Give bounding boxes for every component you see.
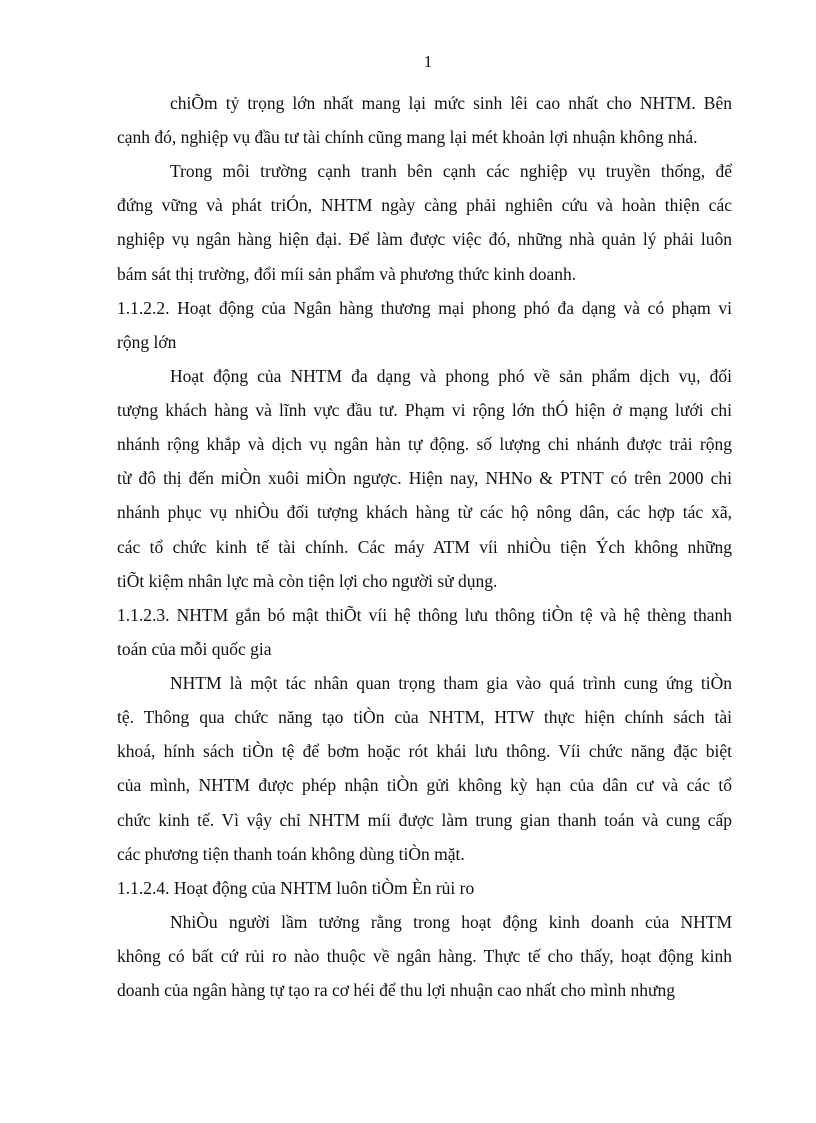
text-line: khoá, hính sách tiÒn tệ để bơm hoặc rót khái lưu thông. Víi chức năng đặc biệt (117, 741, 732, 761)
text-line: các phương tiện thanh toán không dùng tiÒn mặt. (117, 844, 465, 864)
section-heading: rộng lớn (117, 332, 177, 352)
text-line: các tổ chức kinh tế tài chính. Các máy ATM víi nhiÒu tiện Ých không những (117, 537, 732, 557)
text-line: của mình, NHTM được phép nhận tiÒn gửi không kỳ hạn của dân cư và các tổ (117, 775, 732, 795)
page-number: 1 (423, 52, 433, 71)
text-line: NHTM là một tác nhân quan trọng tham gia vào quá trình cung ứng tiÒn (170, 673, 732, 693)
text-line: bám sát thị trường, đổi míi sản phẩm và phương thức kinh doanh. (117, 264, 577, 284)
text-line: chiÕm tỷ trọng lớn nhất mang lại mức sinh lêi cao nhất cho NHTM. Bên (170, 93, 732, 113)
text-line: doanh của ngân hàng tự tạo ra cơ héi để thu lợi nhuận cao nhất cho mình nhưng (117, 980, 675, 1000)
section-heading: 1.1.2.4. Hoạt động của NHTM luôn tiÒm Èn rủi ro (117, 878, 475, 898)
text-line: không có bất cứ rủi ro nào thuộc về ngân hàng. Thực tế cho thấy, hoạt động kinh (117, 946, 732, 966)
text-line: tượng khách hàng và lĩnh vực đầu tư. Phạm vi rộng lớn thÓ hiện ở mạng lưới chi (117, 400, 732, 420)
section-heading: toán của mỗi quốc gia (117, 639, 272, 659)
text-line: nghiệp vụ ngân hàng hiện đại. Để làm được việc đó, những nhà quản lý phải luôn (117, 229, 732, 249)
section-heading: 1.1.2.3. NHTM gắn bó mật thiÕt víi hệ thông lưu thông tiÒn tệ và hệ thèng thanh (117, 605, 732, 625)
text-line: Trong môi trường cạnh tranh bên cạnh các nghiệp vụ truyền thống, để (170, 161, 732, 181)
text-line: nhánh rộng khắp và dịch vụ ngân hàn tự động. số lượng chi nhánh được trải rộng (117, 434, 732, 454)
text-line: tệ. Thông qua chức năng tạo tiÒn của NHTM, HTW thực hiện chính sách tài (117, 707, 732, 727)
text-line: từ đô thị đến miÒn xuôi miÒn ngược. Hiện nay, NHNo & PTNT có trên 2000 chi (117, 468, 732, 488)
section-heading: 1.1.2.2. Hoạt động của Ngân hàng thương mại phong phó đa dạng và có phạm vi (117, 298, 732, 318)
text-line: đứng vững và phát triÓn, NHTM ngày càng phải nghiên cứu và hoàn thiện các (117, 195, 732, 215)
text-line: Hoạt động của NHTM đa dạng và phong phó về sản phẩm dịch vụ, đối (170, 366, 732, 386)
text-line: cạnh đó, nghiệp vụ đầu tư tài chính cũng mang lại mét khoản lợi nhuận không nhá. (117, 127, 698, 147)
text-line: chức kinh tế. Vì vậy chỉ NHTM míi được làm trung gian thanh toán và cung cấp (117, 810, 732, 830)
text-line: tiÕt kiệm nhân lực mà còn tiện lợi cho người sử dụng. (117, 571, 498, 591)
text-line: nhánh phục vụ nhiÒu đối tượng khách hàng từ các hộ nông dân, các hợp tác xã, (117, 502, 732, 522)
text-line: NhiÒu người lầm tưởng rằng trong hoạt động kinh doanh của NHTM (170, 912, 732, 932)
